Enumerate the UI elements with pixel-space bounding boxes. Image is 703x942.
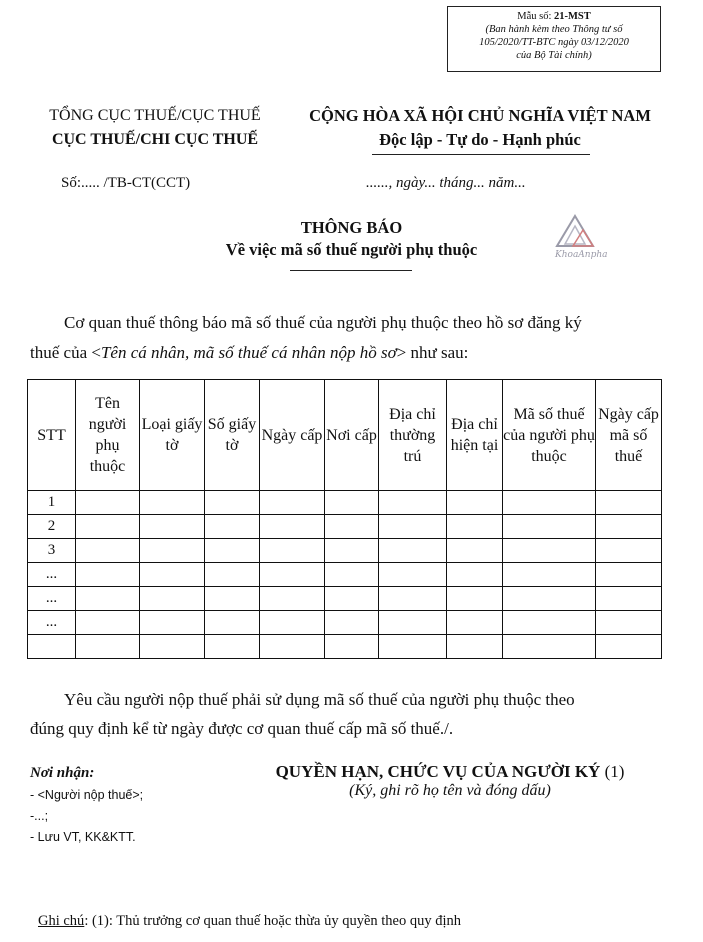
intro-italic: Tên cá nhân, mã số thuế cá nhân nộp hồ sơ (100, 343, 397, 362)
table-row (28, 491, 662, 515)
intro-suffix: > như sau: (396, 343, 469, 362)
form-number-box (447, 6, 661, 72)
signature-block (240, 762, 660, 800)
table-cell (76, 635, 140, 659)
table-cell (140, 563, 205, 587)
table-cell (596, 611, 662, 635)
table-cell (447, 515, 503, 539)
recipient-item: -...; (30, 809, 49, 823)
title-underline (290, 270, 412, 271)
table-cell (76, 611, 140, 635)
table-cell (140, 611, 205, 635)
row-stt-cell: ... (28, 587, 76, 611)
table-cell (325, 611, 379, 635)
table-cell (260, 515, 325, 539)
row-stt-cell: 3 (28, 539, 76, 563)
row-stt-cell (28, 635, 76, 659)
table-row (28, 587, 662, 611)
intro-line-1: Cơ quan thuế thông báo mã số thuế của người phụ thuộc theo hồ sơ đăng ký (64, 313, 582, 332)
table-cell (205, 611, 260, 635)
recipient-item: - Lưu VT, KK&KTT. (30, 830, 136, 844)
table-cell (325, 491, 379, 515)
table-row (28, 611, 662, 635)
table-cell (596, 635, 662, 659)
table-cell (325, 539, 379, 563)
table-cell (503, 587, 596, 611)
table-header-row (28, 380, 662, 491)
table-cell (260, 611, 325, 635)
document-number: Số:..... /TB-CT(CCT) (61, 175, 191, 191)
footnote-label: Ghi chú (38, 913, 85, 929)
header-issue-date: Ngày cấp (260, 380, 325, 491)
table-cell (503, 491, 596, 515)
table-cell (325, 635, 379, 659)
nation-line-2: Độc lập - Tự do - Hạnh phúc (379, 130, 581, 149)
table-row (28, 515, 662, 539)
table-cell (76, 539, 140, 563)
header-dependent-tax-code: Mã số thuế của người phụ thuộc (503, 380, 596, 491)
header-document-type: Loại giấy tờ (140, 380, 205, 491)
table-cell (325, 587, 379, 611)
table-cell (140, 491, 205, 515)
table-cell (76, 563, 140, 587)
table-cell (596, 515, 662, 539)
table-cell (447, 491, 503, 515)
table-cell (260, 587, 325, 611)
recipients-block (30, 763, 143, 848)
form-code-value: 21-MST (554, 11, 591, 22)
footnote (38, 913, 461, 930)
title-main: THÔNG BÁO (300, 218, 403, 237)
table-cell (447, 539, 503, 563)
table-cell (379, 611, 447, 635)
intro-prefix: thuế của < (30, 343, 101, 362)
intro-line-2 (30, 338, 468, 368)
national-header (290, 104, 670, 152)
recipient-item: - <Người nộp thuế>; (30, 788, 144, 802)
header-tax-code-issue-date: Ngày cấp mã số thuế (596, 380, 662, 491)
form-note-1: (Ban hành kèm theo Thông tư số (485, 24, 623, 35)
table-cell (76, 587, 140, 611)
signature-subtitle: (Ký, ghi rõ họ tên và đóng dấu) (349, 782, 551, 799)
table-cell (260, 563, 325, 587)
table-cell (260, 491, 325, 515)
form-note-2: 105/2020/TT-BTC ngày 03/12/2020 (479, 37, 629, 48)
signature-title-text: QUYỀN HẠN, CHỨC VỤ CỦA NGƯỜI KÝ (275, 762, 601, 781)
table-cell (140, 635, 205, 659)
motto-underline (372, 154, 590, 155)
watermark-logo (553, 210, 623, 270)
table-row (28, 539, 662, 563)
table-cell (76, 515, 140, 539)
table-cell (260, 635, 325, 659)
table-cell (325, 563, 379, 587)
table-cell (503, 515, 596, 539)
agency-line-1: TỔNG CỤC THUẾ/CỤC THUẾ (49, 107, 261, 124)
table-cell (379, 539, 447, 563)
header-stt: STT (28, 380, 76, 491)
row-stt-cell: 1 (28, 491, 76, 515)
request-line-1: Yêu cầu người nộp thuế phải sử dụng mã số thuế của người phụ thuộc theo (64, 690, 575, 709)
table-cell (140, 587, 205, 611)
logo-text: KhoaAnpha (555, 250, 608, 260)
table-cell (447, 587, 503, 611)
table-cell (205, 563, 260, 587)
table-body (28, 491, 662, 659)
table-cell (447, 611, 503, 635)
table-cell (503, 563, 596, 587)
row-stt-cell: ... (28, 563, 76, 587)
table-cell (596, 491, 662, 515)
row-stt-cell: 2 (28, 515, 76, 539)
nation-line-1: CỘNG HÒA XÃ HỘI CHỦ NGHĨA VIỆT NAM (309, 106, 651, 125)
form-code (448, 10, 660, 23)
title-sub: Về việc mã số thuế người phụ thuộc (225, 240, 478, 259)
table-cell (596, 539, 662, 563)
signature-title-note: (1) (600, 762, 625, 781)
table-cell (379, 491, 447, 515)
table-cell (447, 563, 503, 587)
header-dependent-name: Tên người phụ thuộc (76, 380, 140, 491)
table-cell (379, 587, 447, 611)
table-cell (205, 515, 260, 539)
header-current-address: Địa chỉ hiện tại (447, 380, 503, 491)
table-cell (205, 635, 260, 659)
table-cell (205, 491, 260, 515)
table-cell (140, 515, 205, 539)
footnote-text: : (1): Thủ trưởng cơ quan thuế hoặc thừa ủy quyền theo quy định (84, 913, 462, 929)
header-document-number: Số giấy tờ (205, 380, 260, 491)
table-cell (379, 563, 447, 587)
table-cell (447, 635, 503, 659)
table-cell (76, 491, 140, 515)
table-cell (205, 587, 260, 611)
form-note-3: của Bộ Tài chính) (516, 50, 592, 61)
signature-title (240, 762, 660, 782)
table-cell (325, 515, 379, 539)
table-cell (260, 539, 325, 563)
table-cell (379, 635, 447, 659)
header-issue-place: Nơi cấp (325, 380, 379, 491)
document-date: ......, ngày... tháng... năm... (366, 175, 526, 191)
agency-header (20, 104, 290, 152)
table-cell (140, 539, 205, 563)
table-cell (596, 587, 662, 611)
dependents-table (27, 379, 662, 659)
recipients-heading: Nơi nhận: (30, 765, 95, 781)
form-code-label: Mẫu số: (517, 11, 554, 22)
table-row (28, 563, 662, 587)
header-permanent-address: Địa chỉ thường trú (379, 380, 447, 491)
table-cell (205, 539, 260, 563)
request-line-2: đúng quy định kể từ ngày được cơ quan thuế cấp mã số thuế./. (30, 719, 454, 738)
agency-line-2: CỤC THUẾ/CHI CỤC THUẾ (51, 131, 259, 148)
triangle-logo-icon (553, 210, 623, 270)
table-cell (379, 515, 447, 539)
table-cell (503, 635, 596, 659)
table-cell (503, 539, 596, 563)
table-row (28, 635, 662, 659)
row-stt-cell: ... (28, 611, 76, 635)
table-cell (596, 563, 662, 587)
table-cell (503, 611, 596, 635)
